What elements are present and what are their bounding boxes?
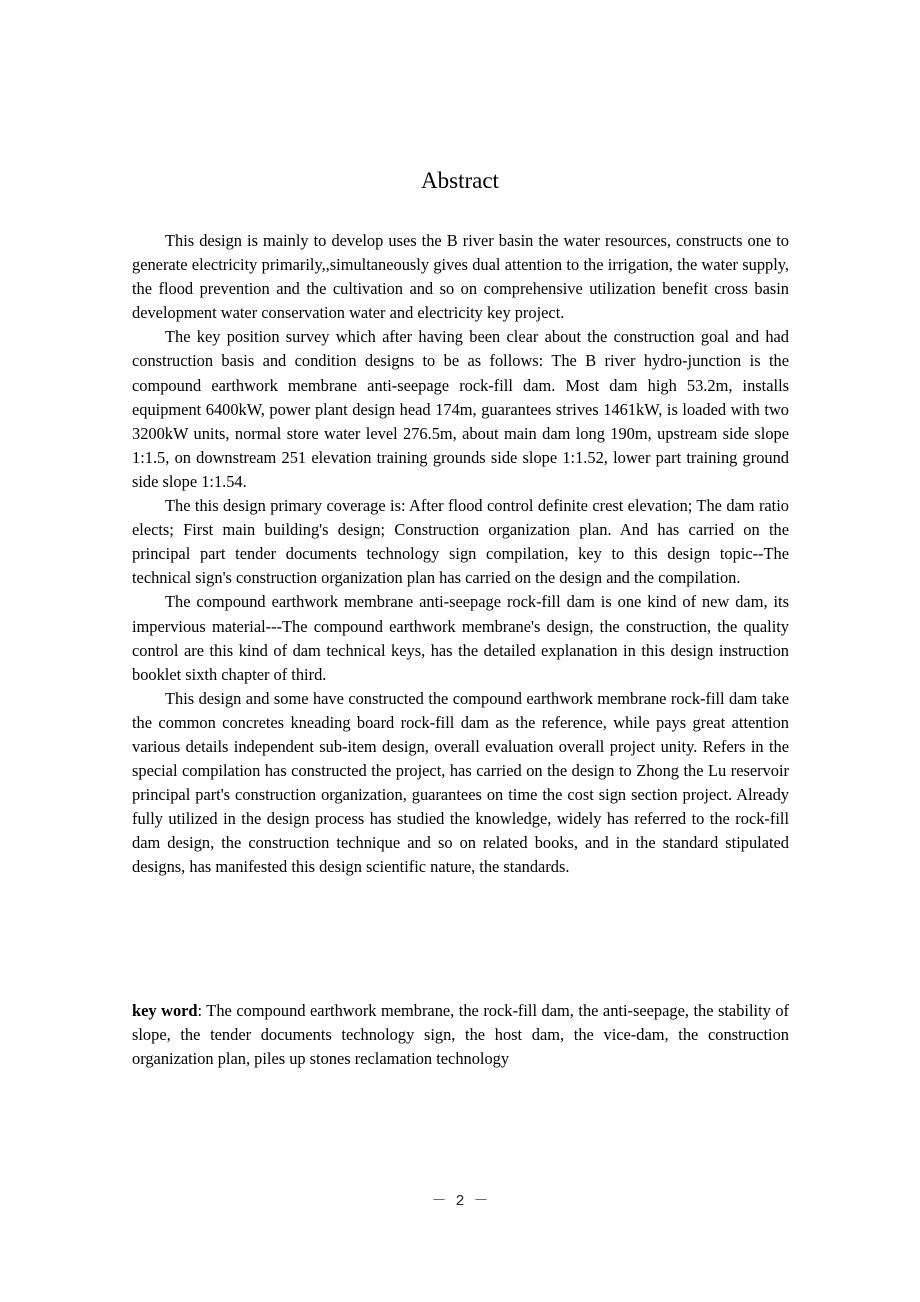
abstract-paragraph-1: This design is mainly to develop uses the B river basin the water resources, constructs one to generate electricity primarily,,simultaneously gives dual attention to the irrigation, the water supply, the flood prevention and the cultivation and so on comprehensive utilization benefit cross basin development water conservation water and electricity key project. <box>132 231 789 323</box>
keywords-label: key word <box>132 1001 198 1020</box>
abstract-paragraph-5: This design and some have constructed the compound earthwork membrane rock-fill dam take the common concretes kneading board rock-fill dam as the reference, while pays great attention various details independent sub-item design, overall evaluation overall project unity. Refers in the special compilation has constructed the project, has carried on the design to Zhong the Lu reservoir principal part's construction organization, guarantees on time the cost sign section project. Already fully utilized in the design process has studied the knowledge, widely has referred to the rock-fill dam design, the construction technique and so on related books, and in the standard stipulated designs, has manifested this design scientific nature, the standards. <box>132 688 789 877</box>
abstract-title: Abstract <box>421 168 499 193</box>
abstract-paragraph-2: The key position survey which after having been clear about the construction goal and had construction basis and condition designs to be as follows: The B river hydro-junction is the compound earthwork membrane anti-seepage rock-fill dam. Most dam high 53.2m, installs equipment 6400kW, power plant design head 174m, guarantees strives 1461kW, is loaded with two 3200kW units, normal store water level 276.5m, about main dam long 190m, upstream side slope 1:1.5, on downstream 251 elevation training grounds side slope 1:1.52, lower part training ground side slope 1:1.54. <box>132 327 789 491</box>
keywords-text: : The compound earthwork membrane, the rock-fill dam, the anti-seepage, the stability of slope, the tender documents technology sign, the host dam, the vice-dam, the construction organization plan, piles up stones reclamation technology <box>132 1001 789 1069</box>
abstract-body <box>132 229 789 880</box>
abstract-paragraph-4: The compound earthwork membrane anti-seepage rock-fill dam is one kind of new dam, its impervious material---The compound earthwork membrane's design, the construction, the quality control are this kind of dam technical keys, has the detailed explanation in this design instruction booklet sixth chapter of third. <box>132 592 789 684</box>
page-number: － 2 － <box>431 1193 489 1210</box>
abstract-paragraph-3: The this design primary coverage is: After flood control definite crest elevation; The dam ratio elects; First main building's design; Construction organization plan. And has carried on the principal part tender documents technology sign compilation, key to this design topic--The technical sign's construction organization plan has carried on the design and the compilation. <box>132 496 789 588</box>
keywords-section <box>132 999 789 1071</box>
